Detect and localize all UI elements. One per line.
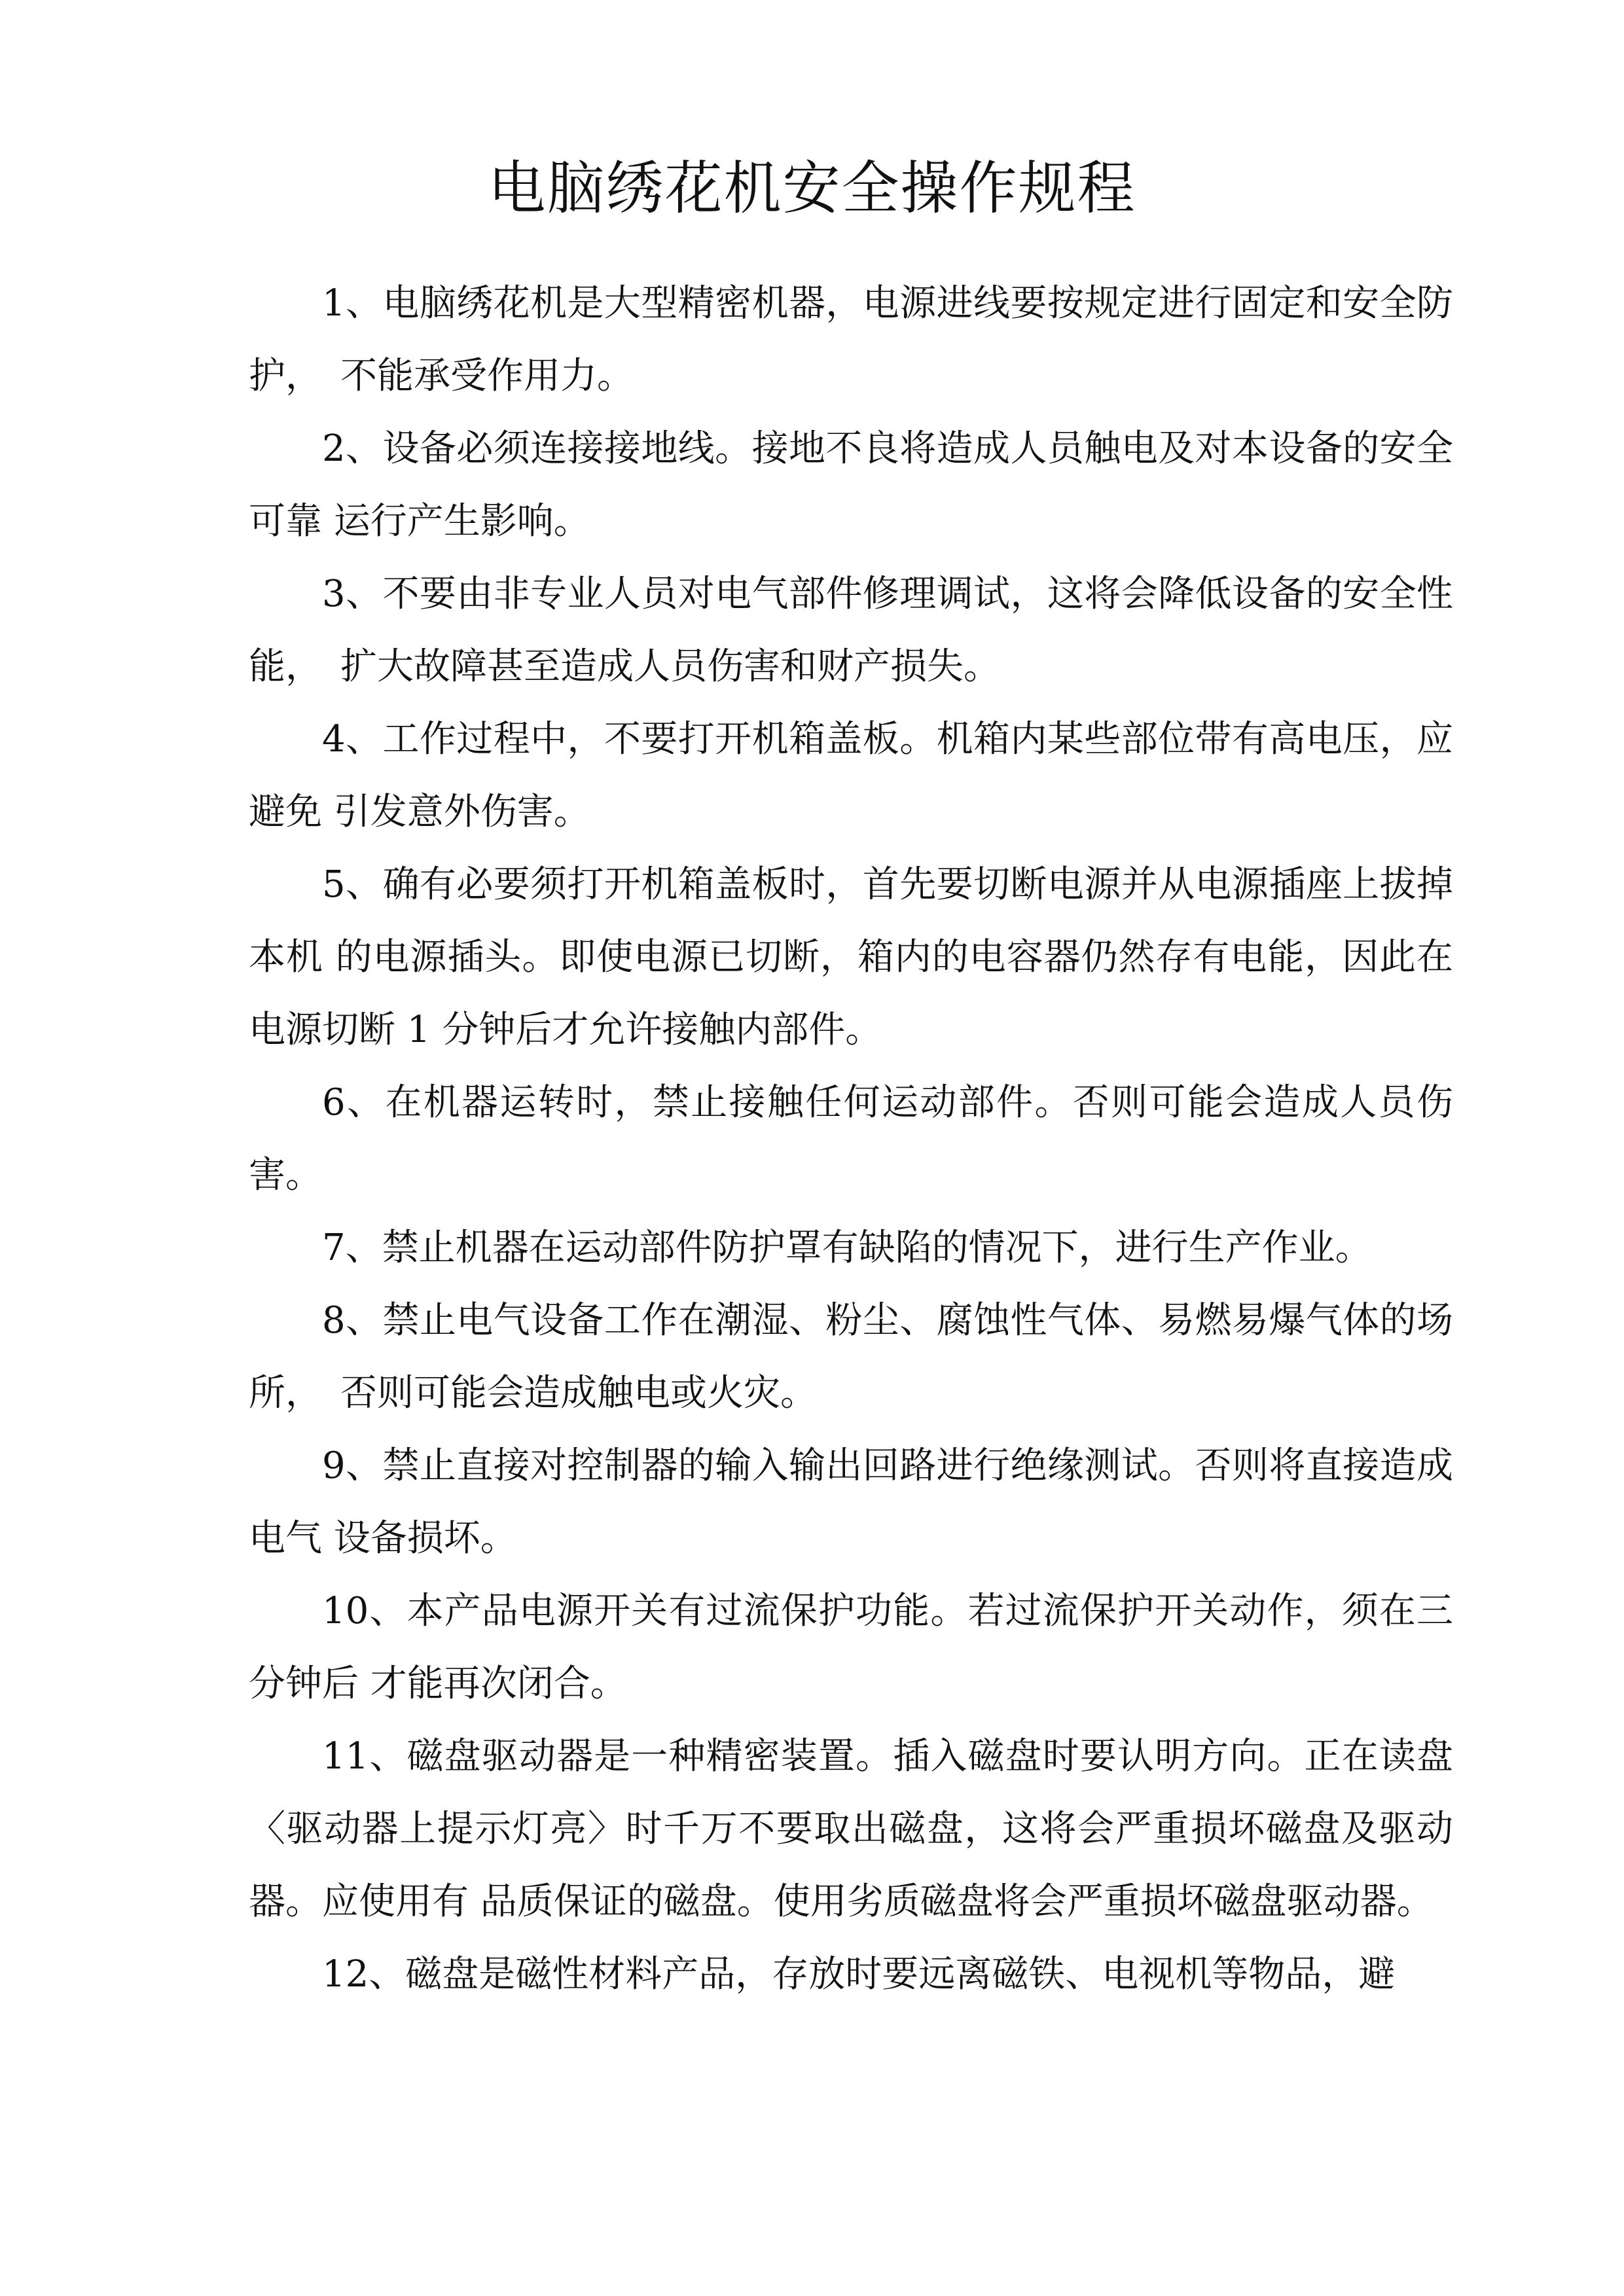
- rule-paragraph-8: 8、禁止电气设备工作在潮湿、粉尘、腐蚀性气体、易燃易爆气体的场所， 否则可能会造成触电或火灾。: [249, 1299, 1453, 1414]
- rule-paragraph-7: 7、禁止机器在运动部件防护罩有缺陷的情况下，进行生产作业。: [322, 1227, 1372, 1269]
- rule-paragraph-11: 11、磁盘驱动器是一种精密装置。插入磁盘时要认明方向。正在读盘〈驱动器上提示灯亮〉时千万不要取出磁盘，这将会严重损坏磁盘及驱动器。应使用有 品质保证的磁盘。使用劣质磁盘将会严重损坏磁盘驱动器。: [249, 1735, 1453, 1923]
- rule-paragraph-4: 4、工作过程中，不要打开机箱盖板。机箱内某些部位带有高电压，应避免 引发意外伤害。: [249, 718, 1453, 833]
- rule-paragraph-6: 6、在机器运转时，禁止接触任何运动部件。否则可能会造成人员伤害。: [249, 1081, 1453, 1196]
- rule-paragraph-3: 3、不要由非专业人员对电气部件修理调试，这将会降低设备的安全性能， 扩大故障甚至造成人员伤害和财产损失。: [249, 573, 1453, 688]
- document-body: [249, 267, 1453, 2011]
- document-title: 电脑绣花机安全操作规程: [488, 154, 1136, 222]
- rule-paragraph-10: 10、本产品电源开关有过流保护功能。若过流保护开关动作，须在三分钟后 才能再次闭合。: [249, 1590, 1453, 1705]
- rule-paragraph-9: 9、禁止直接对控制器的输入输出回路进行绝缘测试。否则将直接造成电气 设备损坏。: [249, 1444, 1453, 1560]
- rule-paragraph-1: 1、电脑绣花机是大型精密机器，电源进线要按规定进行固定和安全防护， 不能承受作用力。: [249, 282, 1453, 397]
- rule-paragraph-5: 5、确有必要须打开机箱盖板时，首先要切断电源并从电源插座上拔掉本机 的电源插头。即使电源已切断，箱内的电容器仍然存有电能，因此在电源切断 1 分钟后才允许接触内部件。: [249, 863, 1453, 1051]
- rule-paragraph-12: 12、磁盘是磁性材料产品，存放时要远离磁铁、电视机等物品，避: [322, 1953, 1396, 1996]
- rule-paragraph-2: 2、设备必须连接接地线。接地不良将造成人员触电及对本设备的安全可靠 运行产生影响。: [249, 427, 1453, 543]
